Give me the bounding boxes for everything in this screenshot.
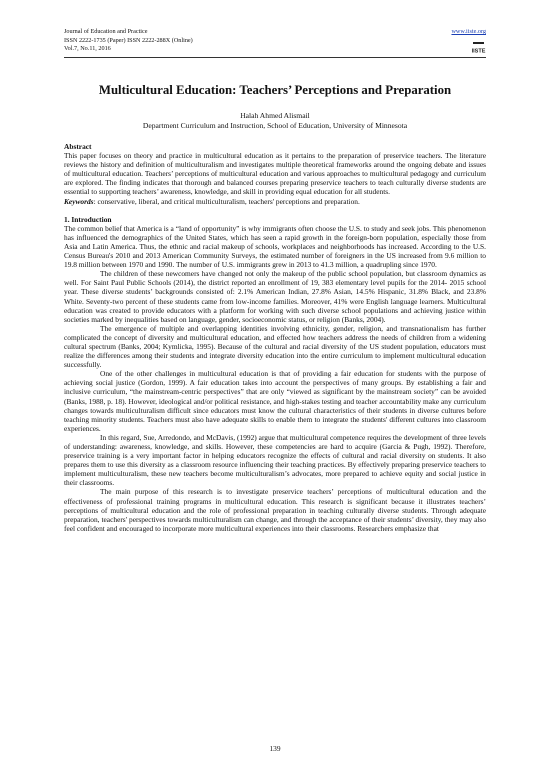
keywords-label: Keywords [64,196,94,206]
intro-paragraph: The children of these newcomers have changed not only the makeup of the public school population, but classroom dynamics as well. For Saint Paul Public Schools (2014), the district reported an enrollment of 19, 383 elementary level pupils for the 2014- 2015 school year. These diverse students’ backgrounds consisted of: 2.1% American Indian, 27.8% Asian, 14.5% Hispanic, 31.8% Black, and 23.8% White. Seventy-two percent of these students came from low-income families. Moreover, 41% were English language learners. Multicultural education was created to provide educators with a platform for working with such diverse school populations and achieving justice within societies marked by inequalities based on language, gender, socioeconomic status, or religion (Banks, 2004). [64,269,486,324]
header-rule [64,57,486,58]
journal-url-link[interactable]: www.iiste.org [451,28,486,35]
page-number: 139 [269,744,281,753]
paper-title: Multicultural Education: Teachers’ Perceptions and Preparation [98,83,452,97]
issn-line: ISSN 2222-1735 (Paper) ISSN 2222-288X (Online) [64,36,193,44]
paper-body [64,142,486,533]
intro-paragraph: The emergence of multiple and overlapping identities involving ethnicity, gender, religion, and transnationalism has further complicated the concept of diversity and multicultural education, and effected how teachers address the needs of children from a widening cultural spectrum (Banks, 2004; Kymlicka, 1995). Because of the cultural and racial diversity of the US student population, educators must realize the differences among their students and integrate diversity education into the entire curriculum to implement multicultural education successfully. [64,323,486,370]
intro-paragraph: The main purpose of this research is to investigate preservice teachers’ perceptions of multicultural education and the effectiveness of professional training programs in multicultural education. This research is significant because it illustrates teachers’ perceptions of multicultural education and the role of professional preparation in teaching culturally diverse students. Through adequate preparation, teachers' perspectives towards multiculturalism can change, and through the acceptance of their students’ diversity, they may also feel confident and encouraged to incorporate more multicultural experiences into their classrooms. Researchers emphasize that [64,487,486,533]
journal-name: Journal of Education and Practice [64,28,148,35]
iiste-logo-icon [471,39,486,55]
intro-paragraph: The common belief that America is a “land of opportunity” is why immigrants often choose the U.S. to study and seek jobs. This phenomenon has influenced the demographics of the United States, which has seen a rapid growth in the foreign-born population, especially those from Asia and Latin America. Thus, the ethnic and racial makeup of schools, workplaces and neighborhoods has increased. According to the U.S. Census Bureau's 2010 and 2013 American Community Surveys, the estimated number of foreigners in the US increased from 9.6 million to 19.8 million between 1970 and 1990. The number of U.S. immigrants grew in 2013 to 41.3 million, a quadrupling since 1970. [64,223,486,270]
keywords-text: : conservative, liberal, and critical multiculturalism, teachers' perceptions and preparation. [93,196,360,206]
abstract-heading: Abstract [64,142,92,151]
author-name: Halah Ahmed Alismail [240,111,310,120]
intro-paragraph: One of the other challenges in multicultural education is that of providing a fair education for students with the purpose of achieving social justice (Gordon, 1999). A fair education takes into account the perspectives of many groups. By establishing a fair and inclusive curriculum, “the mainstream-centric perspectives” that are only “viewed as significant by the mainstream society” can be avoided (Banks, 1988, p. 18). However, ideological and/or political resistance, and high-stakes testing and teacher accountability make any curriculum changes towards multiculturalism difficult since educators must know the cultural characteristics of their students in diverse cultures before teaching minority students. Teachers must also have adequate skills to enable them to integrate the students' different cultures into classroom experiences. [64,369,486,433]
abstract-text: This paper focuses on theory and practice in multicultural education as it pertains to the preparation of preservice teachers. The literature reviews the history and definition of multiculturalism and investigates multiple theoretical frameworks around the ongoing debate and issues of multicultural education. Teachers’ perceptions of multicultural education and various approaches to multicultural pedagogy and curriculum are explored. The finding indicates that thorough and balanced courses preparing preservice teachers to teach culturally diverse students are essential to supporting teachers’ awareness, knowledge, and skill in providing equal education for all students. [64,151,486,197]
section-heading-introduction: 1. Introduction [64,214,112,224]
volume-line: Vol.7, No.11, 2016 [64,45,111,53]
keywords-line [64,197,486,206]
running-header [64,28,486,54]
svg-text:IISTE: IISTE [471,48,486,55]
intro-paragraph: In this regard, Sue, Arredondo, and McDavis, (1992) argue that multicultural competence requires the development of three levels of understanding: awareness, knowledge, and skills. However, these competencies are hard to acquire (Garcia & Pugh, 1992). Therefore, preservice training is a very important factor in helping educators recognize the effects of cultural and racial diversity on students. It also prepares them to use this diversity as a classroom resource influencing their teaching practices. By effectively preparing preservice teachers to implement multiculturalism, these new teachers become multiculturalism’s advocates, more prepared to achieve equity and social justice in their classrooms. [64,432,486,488]
author-affiliation: Department Curriculum and Instruction, School of Education, University of Minnesota [142,121,408,130]
